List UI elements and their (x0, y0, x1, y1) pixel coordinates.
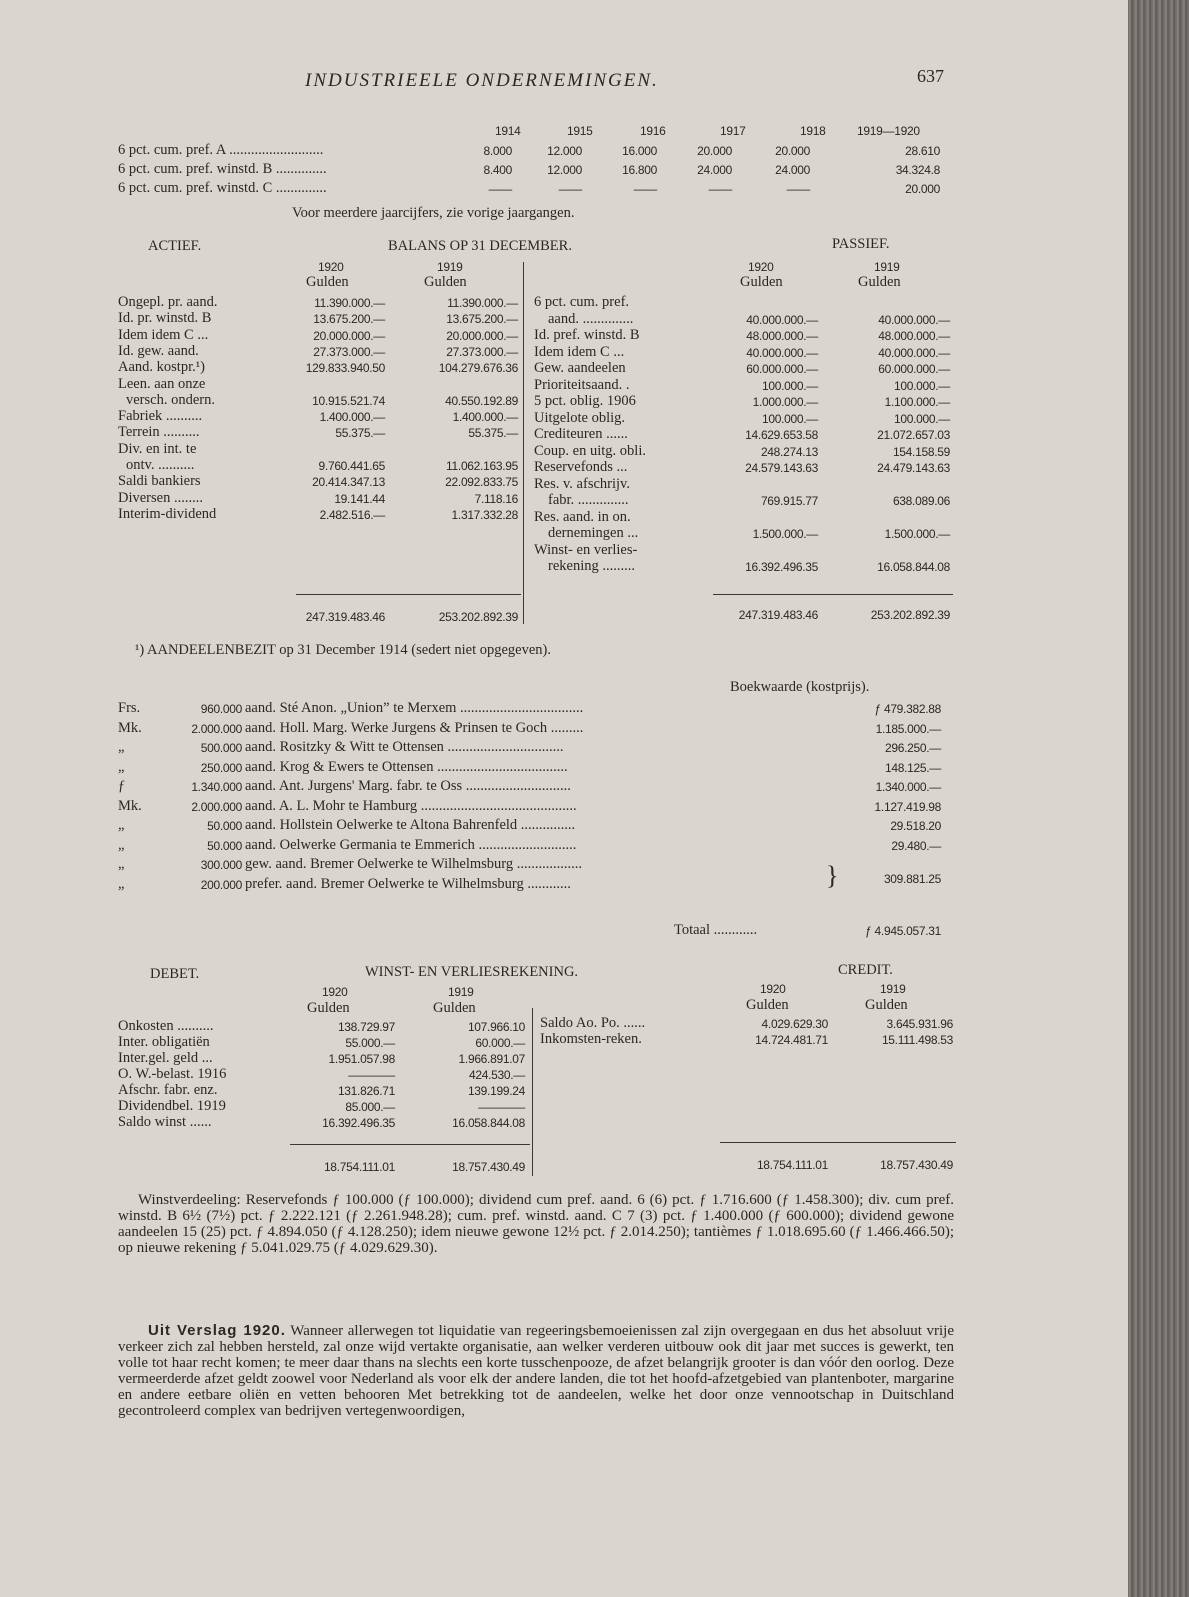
passiva-label: 5 pct. oblig. 1906 (534, 393, 636, 409)
passiva-label: Idem idem C ... (534, 343, 625, 360)
passiva-label: 6 pct. cum. pref. (534, 294, 630, 310)
passiva-label: Coup. en uitg. obli. (534, 442, 646, 459)
bezit-description: aand. Krog & Ewers te Ottensen .................................... (245, 758, 568, 775)
activa-label: Id. gew. aand. (118, 342, 199, 359)
dividend-row-label: 6 pct. cum. pref. A .......................... (118, 142, 324, 158)
passiva-1919: 48.000.000.— (878, 329, 950, 343)
activa-1919: 11.390.000.— (447, 296, 518, 310)
bezit-amount: 1.340.000 (191, 780, 242, 794)
debet-total-1919: 18.757.430.49 (452, 1160, 525, 1174)
debet-1919: 1.966.891.07 (458, 1052, 525, 1066)
passiva-1920: 14.629.653.58 (745, 428, 818, 442)
bezit-currency: „ (118, 875, 125, 892)
verslag-text: Wanneer allerwegen tot liquidatie van regeeringsbemoeienissen zal zijn overgegaan en dus het absoluut vrije verkeer zich zal hebben hersteld, zal onze wijd vertakte organisatie, aan welker verderen uitbouw ook dit jaar met succes is gewerkt, ten volle tot haar recht komen; te meer daar thans na slechts een korte tusschenpooze, de afzet belangrijk grooter is dan vóór den oorlog. Deze vermeerderde afzet geldt zoowel voor Nederland als voor elk der andere landen, die tot het hoofd-afzetgebied van plantenboter, margarine en andere eetbare oliën en vetten behooren Met betrekking tot de aandeelen, welke het door onze vennootschap in Duitschland gecontroleerd complex van bedrijven vertegenwoordigen, (118, 1323, 955, 1419)
activa-1920: 55.375.— (335, 426, 385, 441)
bezit-currency: ƒ (118, 778, 126, 794)
bezit-value: 1.340.000.— (875, 780, 941, 794)
running-title: INDUSTRIEELE ONDERNEMINGEN. (305, 70, 659, 91)
activa-total-1919: 253.202.892.39 (438, 610, 518, 624)
passiva-label: Gew. aandeelen (534, 360, 626, 376)
bezit-currency: Mk. (118, 719, 142, 736)
bezit-value: ƒ 479.382.88 (874, 702, 941, 716)
passiva-label: fabr. .............. (548, 492, 629, 508)
dividend-year: 1919—1920 (857, 124, 920, 138)
bezit-value: 1.185.000.— (875, 721, 941, 736)
activa-1920: 11.390.000.— (314, 296, 385, 310)
dividend-value: —— (786, 182, 810, 196)
activa-1920: 129.833.940.50 (305, 361, 385, 376)
dividend-value: —— (633, 182, 657, 196)
passiva-label: rekening ......... (548, 558, 635, 574)
passiva-1920: 24.579.143.63 (745, 461, 818, 475)
bezit-col-heading: Boekwaarde (kostprijs). (730, 679, 870, 695)
passiva-1919: 21.072.657.03 (877, 428, 950, 442)
passiva-label: Winst- en verlies- (534, 541, 638, 558)
bezit-amount: 300.000 (200, 858, 242, 872)
balans-unit-1919-left: Gulden (424, 274, 467, 290)
activa-1919: 104.279.676.36 (438, 361, 518, 376)
winst-center-rule (532, 1008, 533, 1176)
passiva-1919: 60.000.000.— (878, 362, 950, 376)
dividend-value: —— (488, 182, 512, 196)
bezit-bracket-value: 309.881.25 (883, 872, 941, 886)
passiva-label: Uitgelote oblig. (534, 409, 626, 426)
dividend-value: —— (708, 182, 732, 196)
activa-1919: 1.400.000.— (452, 410, 518, 425)
bezit-value: 148.125.— (884, 760, 941, 775)
credit-total-1920: 18.754.111.01 (756, 1158, 828, 1172)
dividend-note: Voor meerdere jaarcijfers, zie vorige jaargangen. (292, 205, 575, 221)
winst-unit-1919-right: Gulden (865, 997, 908, 1013)
activa-label: versch. ondern. (126, 391, 215, 408)
bezit-value: 29.480.— (891, 838, 941, 853)
winstverdeeling-paragraph: Winstverdeeling: Reservefonds ƒ 100.000 (ƒ 100.000); dividend cum pref. aand. 6 (6) pct. ƒ 1.716.600 (ƒ 1.458.300); div. cum pref. winstd. B 6½ (7½) pct. ƒ 2.222.121 (ƒ 2.261.948.28); cum. pref. winstd. aand. C 7 (3) pct. ƒ 1.400.000 (ƒ 600.000); dividend gewone aandeelen 15 (25) pct. ƒ 4.894.050 (ƒ 4.128.250); idem nieuwe gewone 12½ pct. ƒ 2.014.250); tantièmes ƒ 1.018.695.60 (ƒ 1.466.466.50); op nieuwe rekening ƒ 5.041.029.75 (ƒ 4.029.629.30). (118, 1192, 954, 1256)
activa-1919: 55.375.— (468, 426, 518, 441)
passiva-1919: 100.000.— (893, 411, 950, 426)
debet-label: Dividendbel. 1919 (118, 1098, 226, 1114)
passiva-1920: 769.915.77 (760, 494, 818, 508)
bezit-description: aand. Hollstein Oelwerke te Altona Bahrenfeld ............... (245, 817, 576, 833)
debet-1920: 55.000.— (345, 1036, 395, 1050)
passiva-1920: 16.392.496.35 (745, 560, 818, 574)
activa-1920: 27.373.000.— (313, 344, 385, 359)
passiva-1919: 1.100.000.— (884, 395, 950, 409)
activa-1920: 9.760.441.65 (318, 459, 385, 473)
passiva-1919: 24.479.143.63 (877, 461, 950, 475)
dividend-value: 16.000 (622, 144, 657, 158)
activa-1919: 40.550.192.89 (445, 393, 518, 408)
dividend-year: 1914 (495, 124, 521, 138)
activa-label: Aand. kostpr.¹) (118, 359, 205, 376)
credit-total-1919: 18.757.430.49 (880, 1158, 953, 1172)
bezit-total-value: ƒ 4.945.057.31 (865, 924, 941, 938)
credit-heading: CREDIT. (838, 962, 893, 978)
bezit-currency: „ (118, 817, 125, 833)
dividend-value: 8.400 (483, 163, 512, 177)
bezit-description: aand. A. L. Mohr te Hamburg ........................................... (245, 797, 577, 814)
passiva-label: Prioriteitsaand. . (534, 376, 630, 393)
dividend-value: 34.324.8 (895, 163, 940, 177)
passiva-1919: 1.500.000.— (884, 527, 950, 541)
dividend-value: 16.800 (622, 163, 657, 177)
bezit-description: aand. Rositzky & Witt te Ottensen ................................ (245, 739, 564, 755)
winst-year-1920-left: 1920 (322, 985, 348, 999)
bezit-amount: 50.000 (207, 838, 242, 853)
bezit-description: gew. aand. Bremer Oelwerke te Wilhelmsburg .................. (245, 856, 582, 872)
debet-1919: 107.966.10 (467, 1020, 525, 1034)
passiva-1920: 1.500.000.— (752, 527, 818, 541)
balans-unit-1920-right: Gulden (740, 274, 783, 290)
winst-year-1920-right: 1920 (760, 982, 786, 996)
balans-left-total-rule (296, 594, 521, 595)
passiva-1920: 248.274.13 (760, 444, 818, 459)
passiva-1920: 1.000.000.— (752, 395, 818, 409)
passiva-1919: 16.058.844.08 (877, 560, 950, 574)
winst-unit-1919-left: Gulden (433, 1000, 476, 1016)
balans-unit-1920-left: Gulden (306, 274, 349, 290)
activa-1919: 7.118.16 (474, 491, 518, 506)
activa-1920: 19.141.44 (334, 491, 385, 506)
debet-label: Inter. obligatiën (118, 1034, 210, 1050)
dividend-value: 20.000 (775, 144, 810, 158)
winst-unit-1920-right: Gulden (746, 997, 789, 1013)
bezit-currency: „ (118, 856, 125, 872)
balans-year-1920-right: 1920 (748, 260, 774, 274)
verslag-paragraph (118, 1323, 954, 1419)
activa-label: Interim-dividend (118, 505, 217, 522)
credit-1919: 15.111.498.53 (881, 1033, 953, 1047)
debet-label: Saldo winst ...... (118, 1114, 212, 1130)
dividend-value: —— (558, 182, 582, 196)
dividend-value: 20.000 (697, 144, 732, 158)
passiva-1920: 40.000.000.— (746, 345, 818, 360)
dividend-value: 28.610 (905, 144, 940, 158)
winst-year-1919-right: 1919 (880, 982, 906, 996)
debet-1919: 16.058.844.08 (452, 1116, 525, 1130)
dividend-row-label: 6 pct. cum. pref. winstd. C .............. (118, 180, 327, 196)
credit-1920: 14.724.481.71 (755, 1033, 828, 1047)
debet-label: Afschr. fabr. enz. (118, 1082, 218, 1098)
winst-left-total-rule (290, 1144, 530, 1145)
bezit-description: aand. Ant. Jurgens' Marg. fabr. te Oss ............................. (245, 778, 571, 794)
balans-center-rule (523, 262, 524, 624)
balans-unit-1919-right: Gulden (858, 274, 901, 290)
dividend-value: 12.000 (547, 144, 582, 158)
dividend-value: 8.000 (483, 144, 512, 158)
debet-label: O. W.-belast. 1916 (118, 1066, 227, 1082)
winst-unit-1920-left: Gulden (307, 1000, 350, 1016)
bezit-amount: 250.000 (200, 760, 242, 775)
credit-1920: 4.029.629.30 (761, 1017, 828, 1031)
debet-1919: ———— (478, 1100, 525, 1114)
passiva-1919: 100.000.— (893, 378, 950, 393)
passiva-1919: 40.000.000.— (878, 312, 950, 327)
winst-right-total-rule (720, 1142, 956, 1143)
actief-heading: ACTIEF. (148, 238, 202, 254)
bezit-currency: „ (118, 758, 125, 775)
bezit-amount: 500.000 (200, 741, 242, 755)
bezit-description: aand. Oelwerke Germania te Emmerich ........................... (245, 836, 577, 853)
bezit-description: prefer. aand. Bremer Oelwerke te Wilhelmsburg ............ (245, 875, 571, 892)
passiva-label: Reservefonds ... (534, 459, 628, 475)
passiva-total-1919: 253.202.892.39 (870, 608, 950, 622)
debet-1920: 131.826.71 (337, 1084, 395, 1098)
balans-title: BALANS OP 31 DECEMBER. (388, 238, 572, 254)
dividend-value: 24.000 (775, 163, 810, 177)
dividend-row-label: 6 pct. cum. pref. winstd. B .............. (118, 161, 327, 177)
balans-year-1919-right: 1919 (874, 260, 900, 274)
debet-1919: 60.000.— (475, 1036, 525, 1050)
debet-1920: ———— (348, 1068, 395, 1082)
bezit-amount: 2.000.000 (191, 799, 242, 814)
activa-label: Ongepl. pr. aand. (118, 294, 218, 310)
debet-1920: 16.392.496.35 (322, 1116, 395, 1130)
credit-1919: 3.645.931.96 (886, 1017, 953, 1031)
passiva-1920: 100.000.— (761, 411, 818, 426)
debet-1919: 424.530.— (468, 1068, 525, 1082)
activa-1920: 1.400.000.— (319, 410, 385, 425)
passiva-1919: 638.089.06 (892, 494, 950, 508)
bezit-amount: 50.000 (207, 819, 242, 833)
dividend-year: 1918 (800, 124, 826, 138)
activa-1920: 20.414.347.13 (312, 475, 385, 490)
passiva-1919: 154.158.59 (892, 444, 950, 459)
debet-1919: 139.199.24 (467, 1084, 525, 1098)
passiva-1920: 40.000.000.— (746, 312, 818, 327)
bezit-currency: Frs. (118, 700, 141, 716)
passiva-1920: 100.000.— (761, 378, 818, 393)
bracket-glyph: } (826, 861, 839, 890)
bezit-currency: Mk. (118, 797, 142, 814)
verslag-heading: Uit Verslag 1920. (148, 1322, 286, 1339)
activa-1919: 27.373.000.— (446, 344, 518, 359)
activa-1919: 1.317.332.28 (451, 507, 518, 522)
activa-label: Id. pr. winstd. B (118, 310, 212, 327)
bezit-amount: 2.000.000 (191, 721, 242, 736)
activa-1919: 13.675.200.— (446, 312, 518, 327)
balans-year-1920-left: 1920 (318, 260, 344, 274)
debet-1920: 1.951.057.98 (328, 1052, 395, 1066)
activa-label: Fabriek .......... (118, 408, 203, 425)
dividend-year: 1917 (720, 124, 746, 138)
activa-label: Idem idem C ... (118, 326, 209, 343)
debet-heading: DEBET. (150, 966, 200, 982)
debet-total-1920: 18.754.111.01 (323, 1160, 395, 1174)
passiva-label: Res. aand. in on. (534, 508, 631, 525)
winst-year-1919-left: 1919 (448, 985, 474, 999)
balans-year-1919-left: 1919 (437, 260, 463, 274)
activa-1920: 20.000.000.— (313, 328, 385, 343)
passiva-label: Id. pref. winstd. B (534, 327, 640, 343)
dividend-value: 12.000 (547, 163, 582, 177)
book-page-edges (1128, 0, 1189, 1597)
bezit-amount: 960.000 (200, 702, 242, 716)
winst-title: WINST- EN VERLIESREKENING. (365, 964, 579, 980)
activa-1919: 22.092.833.75 (445, 475, 518, 490)
bezit-amount: 200.000 (200, 877, 242, 892)
bezit-value: 296.250.— (884, 741, 941, 755)
activa-label: Div. en int. te (118, 440, 197, 457)
debet-label: Inter.gel. geld ... (118, 1050, 213, 1066)
debet-label: Onkosten .......... (118, 1018, 214, 1034)
debet-1920: 85.000.— (345, 1100, 395, 1114)
passiva-label: Res. v. afschrijv. (534, 475, 630, 492)
passiva-1920: 60.000.000.— (746, 362, 818, 376)
activa-label: Terrein .......... (118, 424, 200, 441)
passiva-total-1920: 247.319.483.46 (738, 608, 818, 622)
dividend-value: 24.000 (697, 163, 732, 177)
activa-label: Diversen ........ (118, 489, 203, 506)
passiva-1920: 48.000.000.— (746, 329, 818, 343)
balans-right-total-rule (713, 594, 953, 595)
passief-heading: PASSIEF. (832, 236, 890, 252)
activa-label: Leen. aan onze (118, 375, 206, 392)
bezit-title: ¹) AANDEELENBEZIT op 31 December 1914 (sedert niet opgegeven). (135, 642, 551, 658)
activa-total-1920: 247.319.483.46 (305, 610, 385, 624)
bezit-currency: „ (118, 739, 125, 755)
credit-label: Saldo Ao. Po. ...... (540, 1015, 646, 1031)
activa-1920: 10.915.521.74 (312, 393, 385, 408)
activa-label: Saldi bankiers (118, 473, 201, 490)
passiva-1919: 40.000.000.— (878, 345, 950, 360)
credit-label: Inkomsten-reken. (540, 1031, 642, 1047)
dividend-year: 1915 (567, 124, 593, 138)
bezit-currency: „ (118, 836, 125, 853)
activa-1920: 2.482.516.— (319, 507, 385, 522)
passiva-label: aand. .............. (548, 310, 634, 327)
bezit-description: aand. Sté Anon. „Union” te Merxem .................................. (245, 700, 584, 716)
activa-1919: 11.062.163.95 (446, 459, 518, 473)
passiva-label: dernemingen ... (548, 525, 639, 541)
passiva-label: Crediteuren ...... (534, 426, 628, 442)
dividend-value: 20.000 (905, 182, 940, 196)
bezit-value: 29.518.20 (890, 819, 941, 833)
bezit-total-label: Totaal ............ (674, 922, 758, 938)
activa-1920: 13.675.200.— (313, 312, 385, 327)
activa-1919: 20.000.000.— (446, 328, 518, 343)
debet-1920: 138.729.97 (337, 1020, 395, 1034)
activa-label: ontv. .......... (126, 457, 195, 473)
page-number: 637 (917, 66, 944, 86)
bezit-description: aand. Holl. Marg. Werke Jurgens & Prinsen te Goch ......... (245, 719, 584, 736)
dividend-year: 1916 (640, 124, 666, 138)
bezit-value: 1.127.419.98 (874, 799, 941, 814)
